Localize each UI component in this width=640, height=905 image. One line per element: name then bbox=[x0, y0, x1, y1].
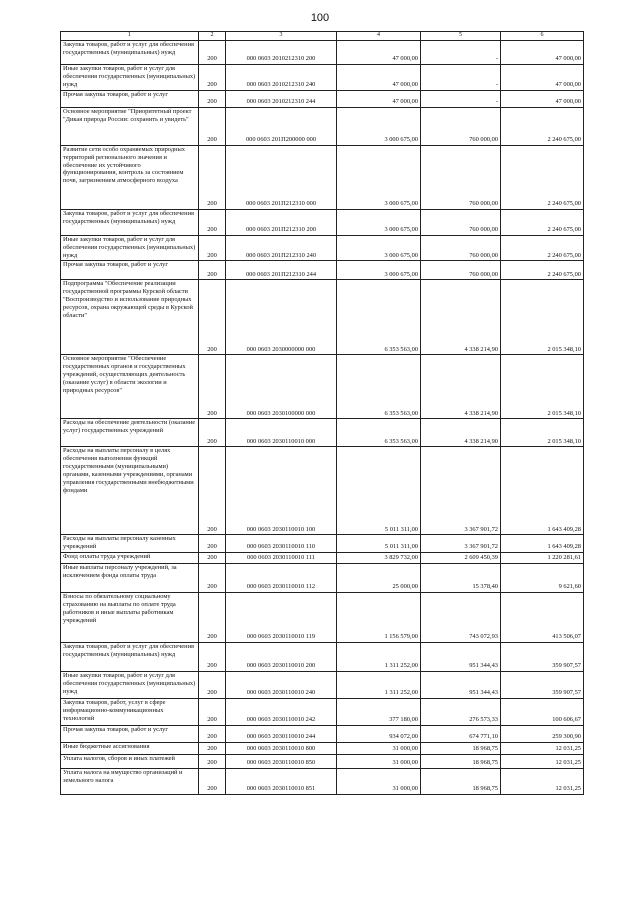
budget-classification-code-cell: 000 0603 201П200000 000 bbox=[226, 108, 337, 146]
table-row bbox=[61, 41, 584, 65]
grbs-code-cell: 200 bbox=[199, 236, 226, 261]
table-row bbox=[61, 593, 584, 643]
approved-amount-cell: 31 000,00 bbox=[337, 769, 421, 795]
table-row bbox=[61, 210, 584, 236]
budget-classification-code-cell: 000 0603 2030110010 242 bbox=[226, 699, 337, 726]
expense-name: Прочая закупка товаров, работ и услуг bbox=[63, 726, 168, 734]
table-row bbox=[61, 261, 584, 280]
unexecuted-amount-cell: 2 240 675,00 bbox=[501, 210, 584, 236]
expense-name: Иные закупки товаров, работ и услуг для обеспечения государственных (муниципальных) нужд bbox=[63, 65, 196, 88]
column-header: 3 bbox=[226, 32, 337, 41]
expense-name: Взносы по обязательному социальному страхованию на выплаты по оплате труда работников и иные выплаты работникам учреждений bbox=[63, 593, 176, 624]
unexecuted-amount-cell: 12 031,25 bbox=[501, 743, 584, 755]
executed-amount-cell: 18 968,75 bbox=[421, 755, 501, 769]
budget-classification-code-cell: 000 0603 201П212310 240 bbox=[226, 236, 337, 261]
budget-classification-code-cell: 000 0603 2010212310 200 bbox=[226, 41, 337, 65]
budget-classification-code-cell: 000 0603 2010212310 244 bbox=[226, 91, 337, 108]
table-row bbox=[61, 643, 584, 672]
expense-name: Расходы на обеспечение деятельности (оказание услуг) государственных учреждений bbox=[63, 419, 196, 435]
budget-classification-code-cell: 000 0603 2030110010 244 bbox=[226, 726, 337, 743]
budget-classification-code-cell: 000 0603 201П212310 244 bbox=[226, 261, 337, 280]
approved-amount-cell: 47 000,00 bbox=[337, 65, 421, 91]
expense-name: Уплата налога на имущество организаций и земельного налога bbox=[63, 769, 183, 784]
table-row bbox=[61, 553, 584, 564]
executed-amount-cell: - bbox=[421, 91, 501, 108]
expense-name-cell bbox=[61, 280, 199, 355]
expense-name-cell bbox=[61, 593, 199, 643]
grbs-code-cell: 200 bbox=[199, 672, 226, 699]
approved-amount-cell: 3 000 675,00 bbox=[337, 236, 421, 261]
column-header: 6 bbox=[501, 32, 584, 41]
unexecuted-amount-cell: 100 606,67 bbox=[501, 699, 584, 726]
executed-amount-cell: 760 000,00 bbox=[421, 236, 501, 261]
approved-amount-cell: 5 011 311,00 bbox=[337, 535, 421, 553]
budget-classification-code-cell: 000 0603 2010212310 240 bbox=[226, 65, 337, 91]
table-row bbox=[61, 769, 584, 795]
unexecuted-amount-cell: 1 643 409,28 bbox=[501, 535, 584, 553]
expense-name-cell bbox=[61, 41, 199, 65]
unexecuted-amount-cell: 359 907,57 bbox=[501, 672, 584, 699]
unexecuted-amount-cell: 1 643 409,28 bbox=[501, 447, 584, 535]
executed-amount-cell: - bbox=[421, 65, 501, 91]
expense-name-cell bbox=[61, 261, 199, 280]
table-row bbox=[61, 672, 584, 699]
expense-name-cell bbox=[61, 743, 199, 755]
executed-amount-cell: 4 338 214,90 bbox=[421, 280, 501, 355]
approved-amount-cell: 934 072,00 bbox=[337, 726, 421, 743]
approved-amount-cell: 6 353 563,00 bbox=[337, 280, 421, 355]
expense-name-cell bbox=[61, 236, 199, 261]
expense-name-cell bbox=[61, 108, 199, 146]
unexecuted-amount-cell: 2 240 675,00 bbox=[501, 146, 584, 210]
unexecuted-amount-cell: 2 015 348,10 bbox=[501, 280, 584, 355]
expense-name-cell bbox=[61, 146, 199, 210]
budget-classification-code-cell: 000 0603 2030110010 240 bbox=[226, 672, 337, 699]
budget-classification-code-cell: 000 0603 2030110010 119 bbox=[226, 593, 337, 643]
unexecuted-amount-cell: 413 506,07 bbox=[501, 593, 584, 643]
expense-name: Прочая закупка товаров, работ и услуг bbox=[63, 91, 168, 98]
grbs-code-cell: 200 bbox=[199, 699, 226, 726]
column-number-header-row bbox=[61, 32, 584, 41]
approved-amount-cell: 6 353 563,00 bbox=[337, 355, 421, 419]
approved-amount-cell: 1 311 252,00 bbox=[337, 672, 421, 699]
grbs-code-cell: 200 bbox=[199, 108, 226, 146]
executed-amount-cell: 674 771,10 bbox=[421, 726, 501, 743]
executed-amount-cell: 4 338 214,90 bbox=[421, 419, 501, 447]
table-row bbox=[61, 726, 584, 743]
unexecuted-amount-cell: 259 300,90 bbox=[501, 726, 584, 743]
column-header: 4 bbox=[337, 32, 421, 41]
unexecuted-amount-cell: 1 220 281,61 bbox=[501, 553, 584, 564]
grbs-code-cell: 200 bbox=[199, 769, 226, 795]
executed-amount-cell: 760 000,00 bbox=[421, 108, 501, 146]
executed-amount-cell: 743 072,93 bbox=[421, 593, 501, 643]
expense-name: Иные бюджетные ассигнования bbox=[63, 743, 150, 751]
approved-amount-cell: 3 000 675,00 bbox=[337, 146, 421, 210]
approved-amount-cell: 3 000 675,00 bbox=[337, 210, 421, 236]
approved-amount-cell: 1 311 252,00 bbox=[337, 643, 421, 672]
approved-amount-cell: 3 000 675,00 bbox=[337, 261, 421, 280]
budget-classification-code-cell: 000 0603 2030110010 000 bbox=[226, 419, 337, 447]
executed-amount-cell: 760 000,00 bbox=[421, 146, 501, 210]
page-number: 100 bbox=[310, 12, 330, 24]
expense-name-cell bbox=[61, 755, 199, 769]
executed-amount-cell: 276 573,33 bbox=[421, 699, 501, 726]
grbs-code-cell: 200 bbox=[199, 447, 226, 535]
unexecuted-amount-cell: 2 240 675,00 bbox=[501, 236, 584, 261]
budget-classification-code-cell: 000 0603 2030110010 100 bbox=[226, 447, 337, 535]
expense-name: Закупка товаров, работ и услуг для обеспечения государственных (муниципальных) нужд bbox=[63, 41, 194, 56]
approved-amount-cell: 31 000,00 bbox=[337, 755, 421, 769]
expense-name: Иные закупки товаров, работ и услуг для обеспечения государственных (муниципальных) нужд bbox=[63, 672, 196, 695]
approved-amount-cell: 47 000,00 bbox=[337, 41, 421, 65]
expense-name-cell bbox=[61, 672, 199, 699]
budget-classification-code-cell: 000 0603 201П212310 000 bbox=[226, 146, 337, 210]
expense-name: Расходы на выплаты персоналу в целях обеспечения выполнения функций государственными (муниципальными) органами, казенными учреждениями, органами управления государственными внебюджетными фондами bbox=[63, 447, 194, 494]
budget-classification-code-cell: 000 0603 2030000000 000 bbox=[226, 280, 337, 355]
budget-classification-code-cell: 000 0603 2030110010 110 bbox=[226, 535, 337, 553]
unexecuted-amount-cell: 359 907,57 bbox=[501, 643, 584, 672]
expense-name-cell bbox=[61, 447, 199, 535]
grbs-code-cell: 200 bbox=[199, 593, 226, 643]
budget-classification-code-cell: 000 0603 2030110010 200 bbox=[226, 643, 337, 672]
column-header: 5 bbox=[421, 32, 501, 41]
executed-amount-cell: 4 338 214,90 bbox=[421, 355, 501, 419]
expense-name: Подпрограмма "Обеспечение реализации государственной программы Курской области "Воспроизводство и использование природных ресурсов, охрана окружающей среды в Курской области" bbox=[63, 280, 193, 319]
unexecuted-amount-cell: 2 015 348,10 bbox=[501, 355, 584, 419]
expense-name-cell bbox=[61, 65, 199, 91]
expense-name: Иные выплаты персоналу учреждений, за исключением фонда оплаты труда bbox=[63, 564, 177, 579]
executed-amount-cell: 3 367 901,72 bbox=[421, 535, 501, 553]
grbs-code-cell: 200 bbox=[199, 743, 226, 755]
budget-classification-code-cell: 000 0603 2030100000 000 bbox=[226, 355, 337, 419]
table-row bbox=[61, 419, 584, 447]
table-row bbox=[61, 108, 584, 146]
expense-name-cell bbox=[61, 553, 199, 564]
approved-amount-cell: 3 829 732,00 bbox=[337, 553, 421, 564]
expense-name: Закупка товаров, работ и услуг для обеспечения государственных (муниципальных) нужд bbox=[63, 210, 194, 225]
executed-amount-cell: 2 609 450,39 bbox=[421, 553, 501, 564]
expense-name: Иные закупки товаров, работ и услуг для обеспечения государственных (муниципальных) нужд bbox=[63, 236, 196, 259]
column-header: 2 bbox=[199, 32, 226, 41]
executed-amount-cell: 951 344,43 bbox=[421, 672, 501, 699]
grbs-code-cell: 200 bbox=[199, 553, 226, 564]
executed-amount-cell: 760 000,00 bbox=[421, 261, 501, 280]
table-row bbox=[61, 535, 584, 553]
budget-classification-code-cell: 000 0603 2030110010 800 bbox=[226, 743, 337, 755]
expense-name: Прочая закупка товаров, работ и услуг bbox=[63, 261, 168, 269]
unexecuted-amount-cell: 2 015 348,10 bbox=[501, 419, 584, 447]
approved-amount-cell: 31 000,00 bbox=[337, 743, 421, 755]
approved-amount-cell: 1 156 579,00 bbox=[337, 593, 421, 643]
budget-execution-table bbox=[60, 31, 584, 795]
table-row bbox=[61, 755, 584, 769]
table-row bbox=[61, 743, 584, 755]
table-row bbox=[61, 146, 584, 210]
expense-name: Закупка товаров, работ и услуг для обеспечения государственных (муниципальных) нужд bbox=[63, 643, 194, 658]
expense-name: Расходы на выплаты персоналу казенных учреждений bbox=[63, 535, 176, 551]
table-row bbox=[61, 280, 584, 355]
grbs-code-cell: 200 bbox=[199, 280, 226, 355]
table-row bbox=[61, 91, 584, 108]
grbs-code-cell: 200 bbox=[199, 210, 226, 236]
executed-amount-cell: 15 378,40 bbox=[421, 564, 501, 593]
executed-amount-cell: 760 000,00 bbox=[421, 210, 501, 236]
executed-amount-cell: - bbox=[421, 41, 501, 65]
expense-name: Закупка товаров, работ, услуг в сфере информационно-коммуникационных технологий bbox=[63, 699, 166, 722]
approved-amount-cell: 377 180,00 bbox=[337, 699, 421, 726]
grbs-code-cell: 200 bbox=[199, 726, 226, 743]
grbs-code-cell: 200 bbox=[199, 41, 226, 65]
grbs-code-cell: 200 bbox=[199, 355, 226, 419]
expense-name: Фонд оплаты труда учреждений bbox=[63, 553, 151, 561]
expense-name-cell bbox=[61, 419, 199, 447]
expense-name: Уплата налогов, сборов и иных платежей bbox=[63, 755, 175, 763]
expense-name: Развитие сети особо охраняемых природных территорий регионального значения и обеспечение их устойчивого функционирования, контроль за состоянием почв, загрязнением атмосферного воздуха bbox=[63, 146, 185, 185]
expense-name: Основное мероприятие "Обеспечение государственных органов и государственных учреждений, осуществляющих деятельность (оказание услуг) в области экологии и природных ресурсов" bbox=[63, 355, 186, 394]
expense-name-cell bbox=[61, 726, 199, 743]
budget-classification-code-cell: 000 0603 2030110010 850 bbox=[226, 755, 337, 769]
approved-amount-cell: 6 353 563,00 bbox=[337, 419, 421, 447]
expense-name-cell bbox=[61, 769, 199, 795]
unexecuted-amount-cell: 2 240 675,00 bbox=[501, 261, 584, 280]
approved-amount-cell: 25 000,00 bbox=[337, 564, 421, 593]
column-header: 1 bbox=[61, 32, 199, 41]
approved-amount-cell: 3 000 675,00 bbox=[337, 108, 421, 146]
table-row bbox=[61, 355, 584, 419]
expense-name-cell bbox=[61, 91, 199, 108]
expense-name-cell bbox=[61, 564, 199, 593]
budget-classification-code-cell: 000 0603 2030110010 851 bbox=[226, 769, 337, 795]
grbs-code-cell: 200 bbox=[199, 643, 226, 672]
grbs-code-cell: 200 bbox=[199, 419, 226, 447]
unexecuted-amount-cell: 2 240 675,00 bbox=[501, 108, 584, 146]
expense-name: Основное мероприятие "Приоритетный проект "Дикая природа России: сохранить и увидеть" bbox=[63, 108, 192, 123]
executed-amount-cell: 951 344,43 bbox=[421, 643, 501, 672]
executed-amount-cell: 3 367 901,72 bbox=[421, 447, 501, 535]
expense-name-cell bbox=[61, 643, 199, 672]
unexecuted-amount-cell: 12 031,25 bbox=[501, 769, 584, 795]
table-row bbox=[61, 65, 584, 91]
table-row bbox=[61, 564, 584, 593]
budget-classification-code-cell: 000 0603 2030110010 111 bbox=[226, 553, 337, 564]
budget-classification-code-cell: 000 0603 2030110010 112 bbox=[226, 564, 337, 593]
grbs-code-cell: 200 bbox=[199, 261, 226, 280]
grbs-code-cell: 200 bbox=[199, 65, 226, 91]
table-row bbox=[61, 236, 584, 261]
unexecuted-amount-cell: 9 621,60 bbox=[501, 564, 584, 593]
unexecuted-amount-cell: 12 031,25 bbox=[501, 755, 584, 769]
expense-name-cell bbox=[61, 355, 199, 419]
table-row bbox=[61, 699, 584, 726]
grbs-code-cell: 200 bbox=[199, 564, 226, 593]
grbs-code-cell: 200 bbox=[199, 146, 226, 210]
unexecuted-amount-cell: 47 000,00 bbox=[501, 91, 584, 108]
expense-name-cell bbox=[61, 699, 199, 726]
approved-amount-cell: 5 011 311,00 bbox=[337, 447, 421, 535]
grbs-code-cell: 200 bbox=[199, 535, 226, 553]
unexecuted-amount-cell: 47 000,00 bbox=[501, 41, 584, 65]
expense-name-cell bbox=[61, 210, 199, 236]
budget-classification-code-cell: 000 0603 201П212310 200 bbox=[226, 210, 337, 236]
expense-name-cell bbox=[61, 535, 199, 553]
table-row bbox=[61, 447, 584, 535]
grbs-code-cell: 200 bbox=[199, 91, 226, 108]
executed-amount-cell: 18 968,75 bbox=[421, 743, 501, 755]
executed-amount-cell: 18 968,75 bbox=[421, 769, 501, 795]
grbs-code-cell: 200 bbox=[199, 755, 226, 769]
unexecuted-amount-cell: 47 000,00 bbox=[501, 65, 584, 91]
approved-amount-cell: 47 000,00 bbox=[337, 91, 421, 108]
